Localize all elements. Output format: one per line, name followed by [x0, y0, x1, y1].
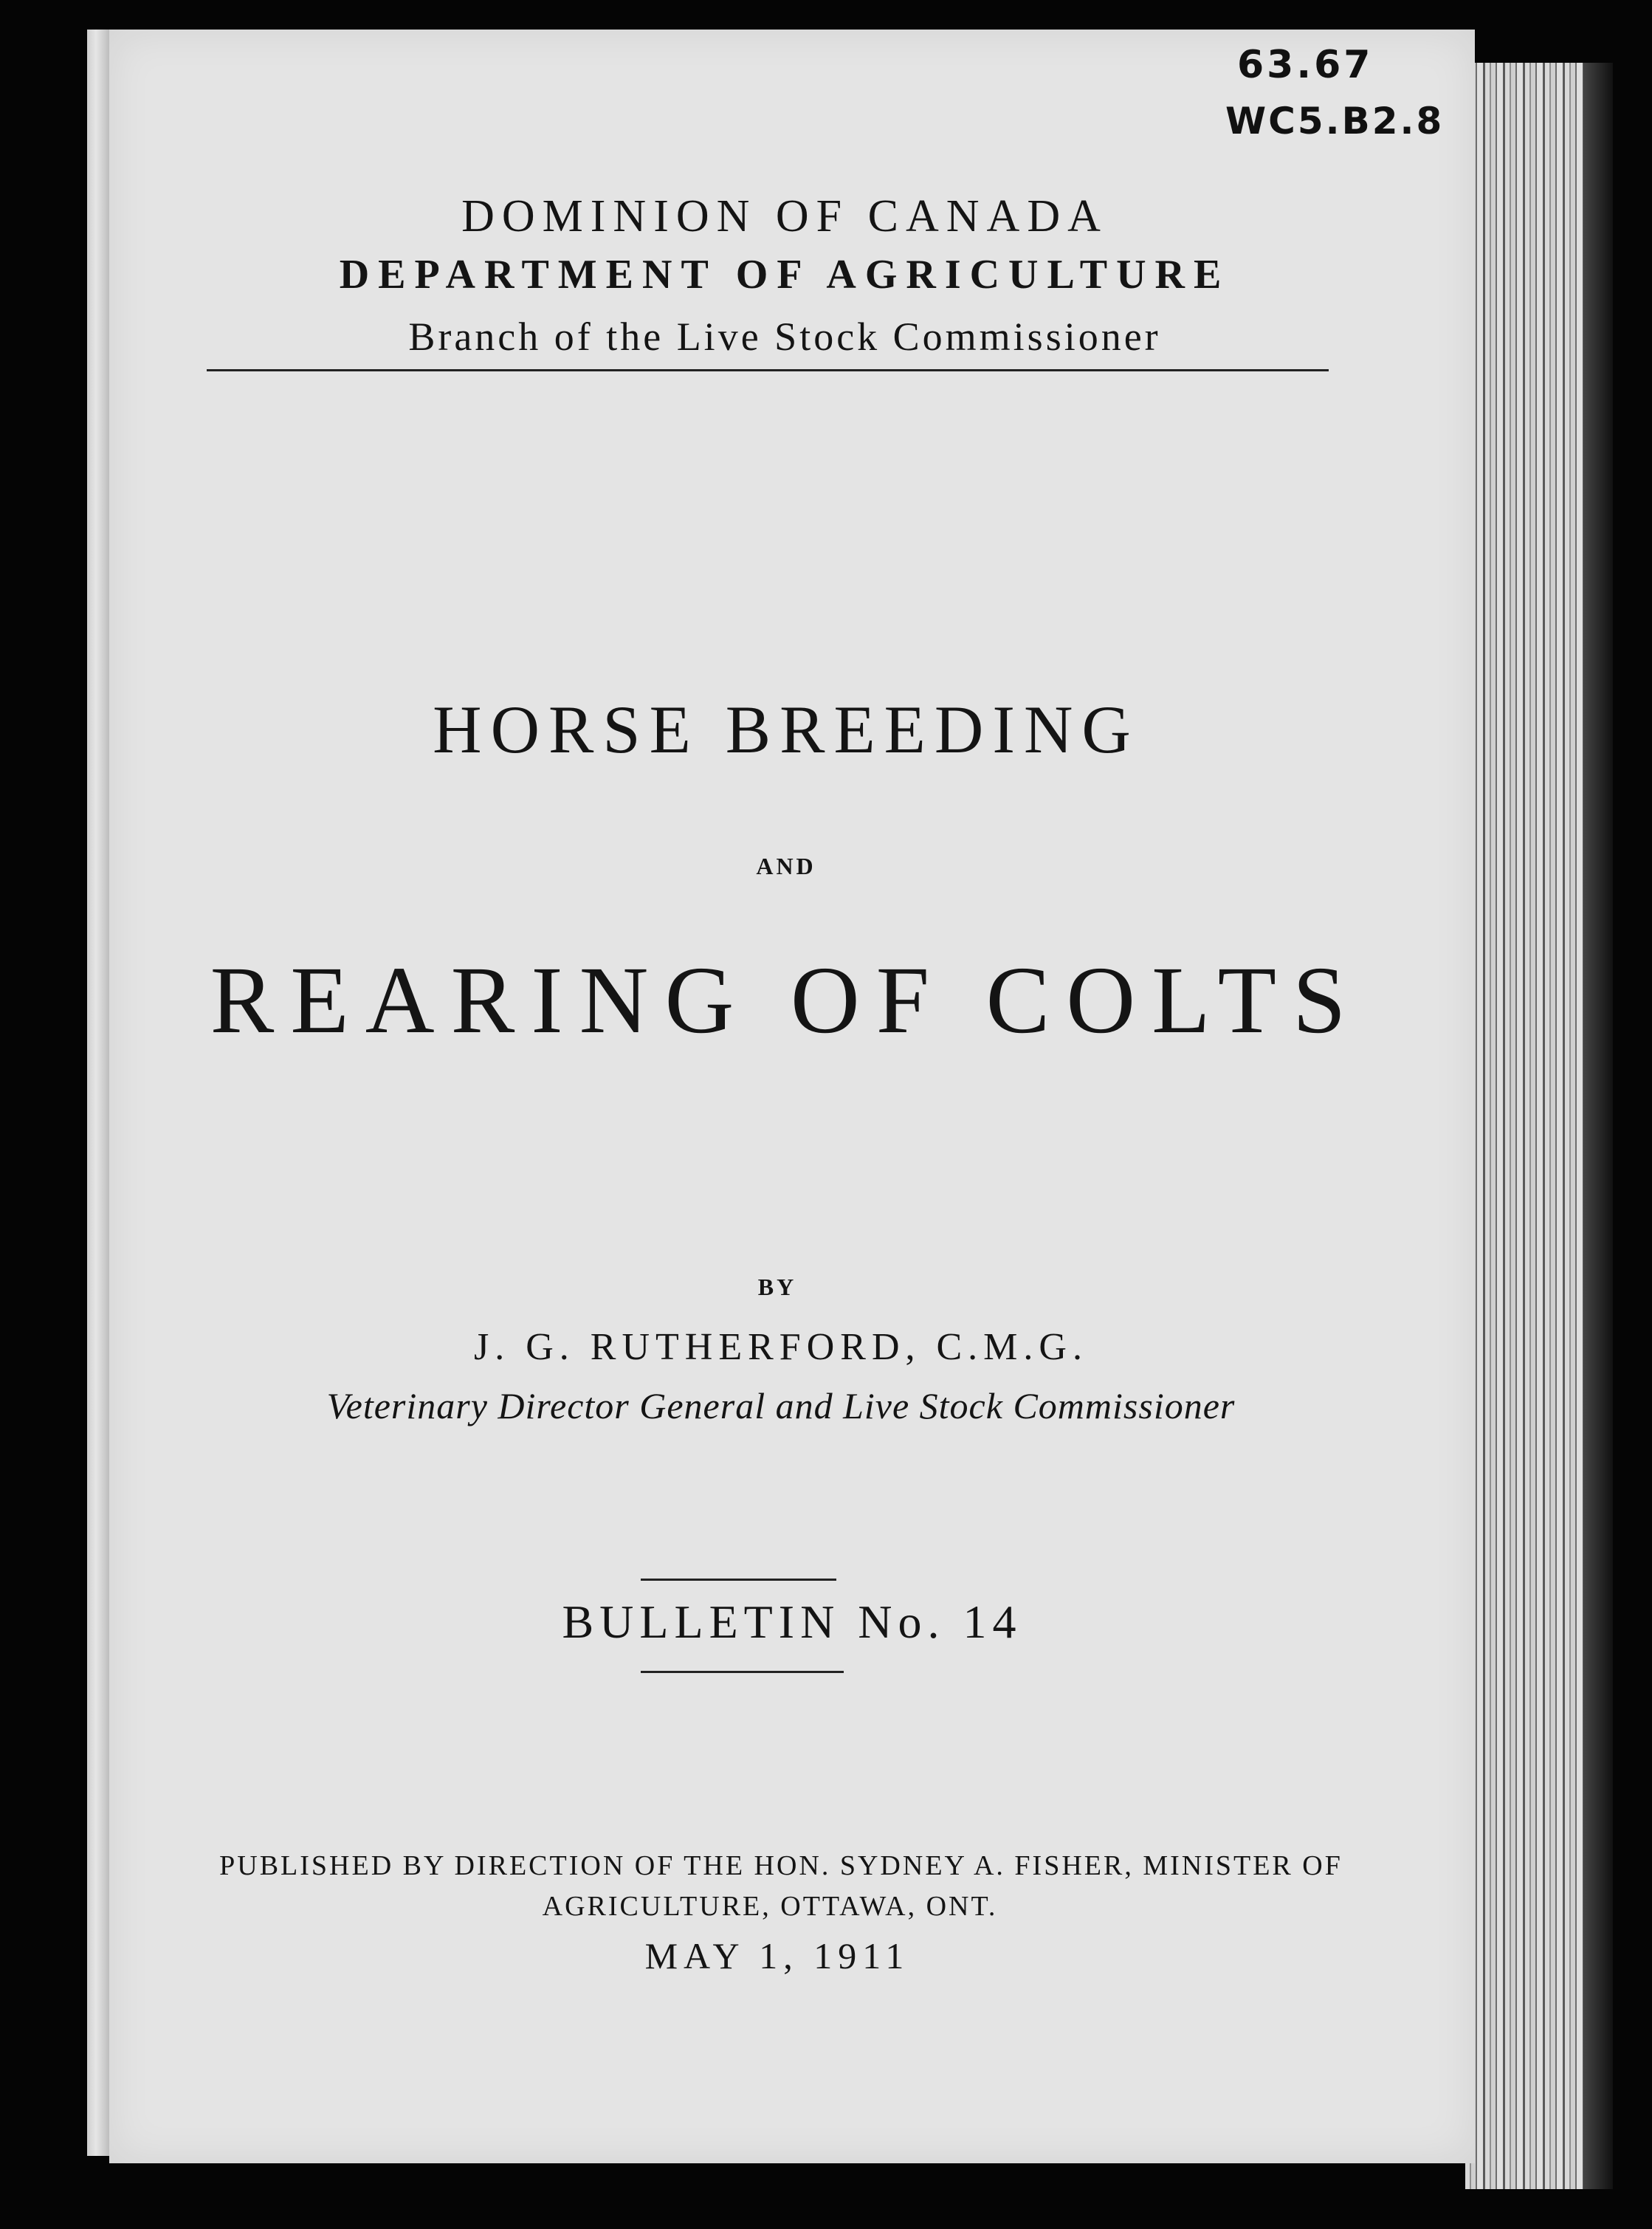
bulletin-number: BULLETIN No. 14: [562, 1596, 1022, 1648]
author-name: J. G. RUTHERFORD, C.M.G.: [474, 1326, 1088, 1368]
title-page: [109, 30, 1475, 2163]
header-department: DEPARTMENT OF AGRICULTURE: [339, 252, 1231, 298]
header-branch: Branch of the Live Stock Commissioner: [408, 315, 1161, 359]
bulletin-rule-bottom: [641, 1671, 844, 1673]
call-number-line-1: 63.67: [1237, 43, 1374, 87]
author-position: Veterinary Director General and Live Stock Commissioner: [326, 1385, 1236, 1426]
imprint-line-2: AGRICULTURE, OTTAWA, ONT.: [542, 1891, 998, 1922]
stacked-page-edges: [1465, 63, 1613, 2189]
title-horse-breeding: HORSE BREEDING: [433, 692, 1140, 767]
call-number-line-2: WC5.B2.8: [1225, 100, 1445, 142]
title-and: AND: [756, 853, 816, 879]
header-dominion: DOMINION OF CANADA: [461, 191, 1108, 241]
author-by: BY: [757, 1274, 797, 1300]
title-rearing-of-colts: REARING OF COLTS: [210, 947, 1363, 1054]
bulletin-rule-top: [641, 1579, 836, 1581]
imprint-line-1: PUBLISHED BY DIRECTION OF THE HON. SYDNEY A. FISHER, MINISTER OF: [219, 1850, 1343, 1881]
publication-date: MAY 1, 1911: [644, 1935, 910, 1976]
header-divider: [207, 369, 1329, 371]
